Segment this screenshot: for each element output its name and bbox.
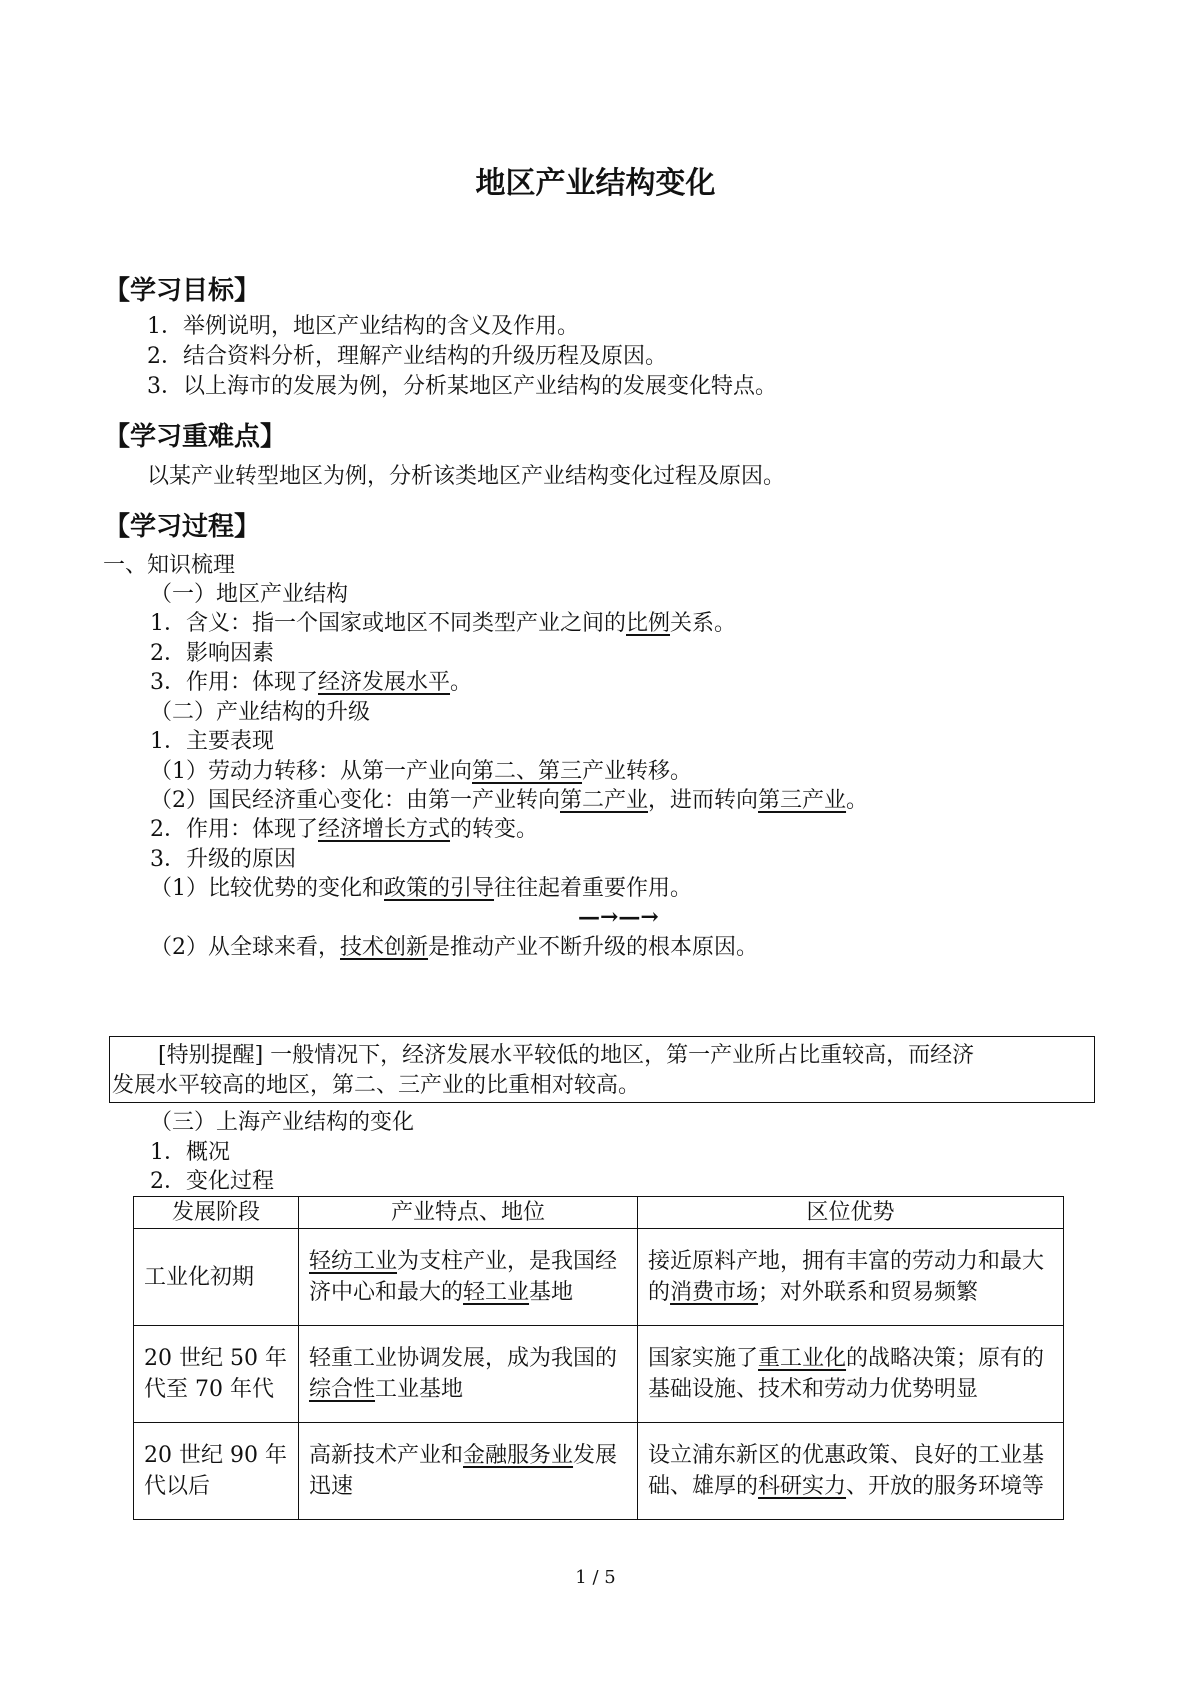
outline-item-factors: 2．影响因素 [150,641,274,666]
table-row [134,1326,1064,1423]
stage-cell: 20 世纪 50 年代至 70 年代 [134,1326,299,1423]
section-heading-process: 【学习过程】 [104,512,261,542]
table-header-cell: 区位优势 [638,1197,1064,1229]
outline-item-manifestation: 1．主要表现 [150,729,274,754]
fill-blank-answer: 重工业化 [758,1346,847,1371]
fill-blank-answer: 第二产业 [560,788,649,813]
table-row [134,1229,1064,1326]
stage-cell: 工业化初期 [134,1229,299,1326]
subheading-regional-structure: （一）地区产业结构 [150,582,349,607]
fill-blank-answer: 技术创新 [340,935,429,960]
outline-item-definition: 1．含义：指一个国家或地区不同类型产业之间的比例关系。 [150,611,737,636]
outline-item-economic-focus: （2）国民经济重心变化：由第一产业转向第二产业，进而转向第三产业。 [150,788,869,813]
advantage-cell: 国家实施了重工业化的战略决策；原有的基础设施、技术和劳动力优势明显 [638,1326,1064,1423]
fill-blank-answer: 政策的引导 [384,876,495,901]
fill-blank-answer: 消费市场 [670,1280,759,1305]
feature-cell: 高新技术产业和金融服务业发展迅速 [299,1423,638,1520]
fill-blank-answer: 综合性 [309,1377,376,1402]
key-points-text: 以某产业转型地区为例，分析该类地区产业结构变化过程及原因。 [147,464,786,489]
goal-item: 2．结合资料分析，理解产业结构的升级历程及原因。 [147,344,667,369]
table-header-cell: 发展阶段 [134,1197,299,1229]
fill-blank-answer: 金融服务业 [463,1443,574,1468]
goal-item: 1．举例说明，地区产业结构的含义及作用。 [147,314,579,339]
arrow-sequence: —→—→ [578,904,659,930]
outline-item-upgrade-reasons: 3．升级的原因 [150,847,296,872]
outline-item-function: 3．作用：体现了经济发展水平。 [150,670,473,695]
table-header-row [134,1197,1064,1229]
special-reminder-box [109,1036,1095,1103]
subheading-shanghai-change: （三）上海产业结构的变化 [150,1110,415,1135]
shanghai-stages-table [133,1196,1064,1520]
fill-blank-answer: 科研实力 [758,1474,847,1499]
feature-cell: 轻重工业协调发展，成为我国的综合性工业基地 [299,1326,638,1423]
outline-part-heading: 一、知识梳理 [103,553,236,578]
table-row [134,1423,1064,1520]
advantage-cell: 接近原料产地，拥有丰富的劳动力和最大的消费市场；对外联系和贸易频繁 [638,1229,1064,1326]
reminder-text: [特别提醒] 一般情况下，经济发展水平较低的地区，第一产业所占比重较高，而经济 [158,1043,975,1068]
fill-blank-answer: 轻纺工业 [309,1249,398,1274]
goal-item: 3．以上海市的发展为例，分析某地区产业结构的发展变化特点。 [147,374,777,399]
fill-blank-answer: 比例 [626,611,671,636]
fill-blank-answer: 轻工业 [463,1280,530,1305]
stage-cell: 20 世纪 90 年代以后 [134,1423,299,1520]
outline-item-upgrade-function: 2．作用：体现了经济增长方式的转变。 [150,817,539,842]
reminder-text: 发展水平较高的地区，第二、三产业的比重相对较高。 [112,1073,641,1098]
outline-item-process: 2．变化过程 [150,1169,274,1194]
outline-item-tech-innovation: （2）从全球来看，技术创新是推动产业不断升级的根本原因。 [150,935,759,960]
outline-item-labor-transfer: （1）劳动力转移：从第一产业向第二、第三产业转移。 [150,759,693,784]
page-number: 1 / 5 [575,1567,616,1588]
advantage-cell: 设立浦东新区的优惠政策、良好的工业基础、雄厚的科研实力、开放的服务环境等 [638,1423,1064,1520]
section-heading-goals: 【学习目标】 [104,276,261,306]
page-title: 地区产业结构变化 [475,166,716,201]
section-heading-key-points: 【学习重难点】 [104,422,287,452]
fill-blank-answer: 经济增长方式 [318,817,451,842]
outline-item-overview: 1．概况 [150,1140,230,1165]
outline-item-comparative-advantage: （1）比较优势的变化和政策的引导往往起着重要作用。 [150,876,693,901]
subheading-structure-upgrade: （二）产业结构的升级 [150,700,371,725]
fill-blank-answer: 第二、第三 [472,759,583,784]
feature-cell: 轻纺工业为支柱产业，是我国经济中心和最大的轻工业基地 [299,1229,638,1326]
fill-blank-answer: 第三产业 [758,788,847,813]
table-header-cell: 产业特点、地位 [299,1197,638,1229]
fill-blank-answer: 经济发展水平 [318,670,451,695]
